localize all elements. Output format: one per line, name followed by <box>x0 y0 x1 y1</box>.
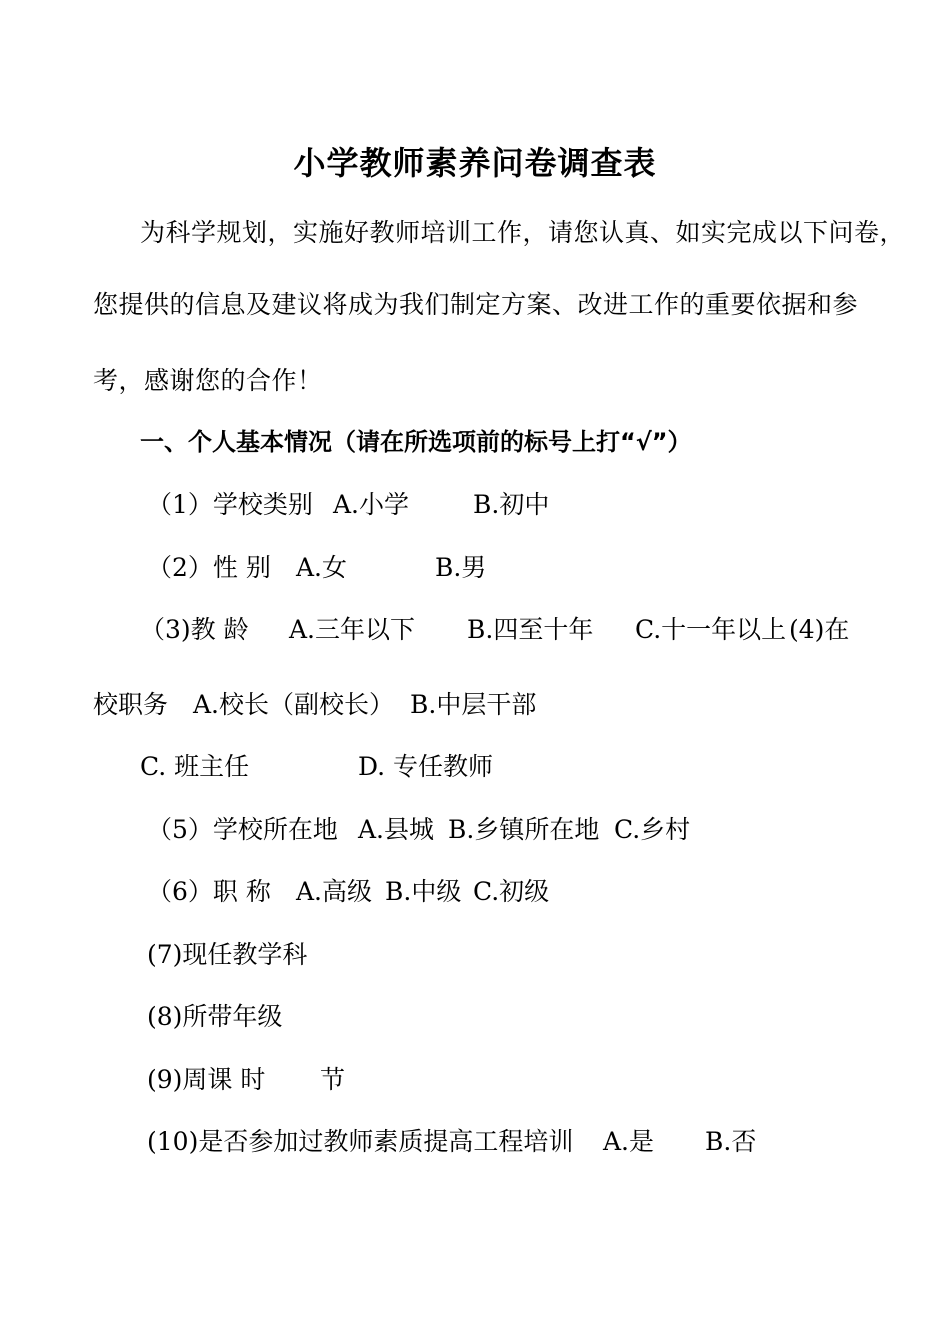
q5-option-c[interactable]: C.乡村 <box>614 815 691 844</box>
q1-option-a[interactable]: A.小学 <box>333 490 410 519</box>
q6-option-b[interactable]: B.中级 <box>385 877 462 906</box>
intro-line-1: 为科学规划，实施好教师培训工作，请您认真、如实完成以下问卷， <box>140 218 906 247</box>
q10-option-a[interactable]: A.是 <box>603 1127 655 1156</box>
q4-option-d[interactable]: D. 专任教师 <box>358 752 494 781</box>
q2-option-b[interactable]: B.男 <box>435 553 487 582</box>
q10-label: (10)是否参加过教师素质提高工程培训 <box>147 1127 574 1156</box>
q4-label-start: (4)在 <box>789 615 850 644</box>
q3-option-b[interactable]: B.四至十年 <box>467 615 594 644</box>
q5-label: （5）学校所在地 <box>147 815 338 844</box>
q2-option-a[interactable]: A.女 <box>296 553 348 582</box>
q5-option-b[interactable]: B.乡镇所在地 <box>448 815 600 844</box>
q7-label: (7)现任教学科 <box>147 940 308 969</box>
q6-option-a[interactable]: A.高级 <box>296 877 373 906</box>
q3-option-c[interactable]: C.十一年以上 <box>635 615 787 644</box>
q9-label: (9)周课 时 <box>147 1065 266 1094</box>
intro-line-2: 您提供的信息及建议将成为我们制定方案、改进工作的重要依据和参 <box>93 290 859 319</box>
q1-label: （1）学校类别 <box>147 490 313 519</box>
q9-unit: 节 <box>320 1065 346 1094</box>
page-title: 小学教师素养问卷调查表 <box>293 144 657 182</box>
q4-option-b[interactable]: B.中层干部 <box>410 690 537 719</box>
intro-line-3: 考，感谢您的合作！ <box>93 366 323 395</box>
q3-option-a[interactable]: A.三年以下 <box>289 615 416 644</box>
q3-label: （3)教 龄 <box>140 615 249 644</box>
q5-option-a[interactable]: A.县城 <box>358 815 435 844</box>
q2-label: （2）性 别 <box>147 553 271 582</box>
q4-option-a[interactable]: A.校长（副校长） <box>193 690 395 719</box>
q8-label: (8)所带年级 <box>147 1002 283 1031</box>
section-heading: 一、个人基本情况（请在所选项前的标号上打“√”） <box>140 428 692 456</box>
q6-option-c[interactable]: C.初级 <box>473 877 550 906</box>
q1-option-b[interactable]: B.初中 <box>473 490 550 519</box>
q4-label-cont: 校职务 <box>93 690 169 719</box>
q6-label: （6）职 称 <box>147 877 271 906</box>
q4-option-c[interactable]: C. 班主任 <box>140 752 250 781</box>
q10-option-b[interactable]: B.否 <box>705 1127 757 1156</box>
